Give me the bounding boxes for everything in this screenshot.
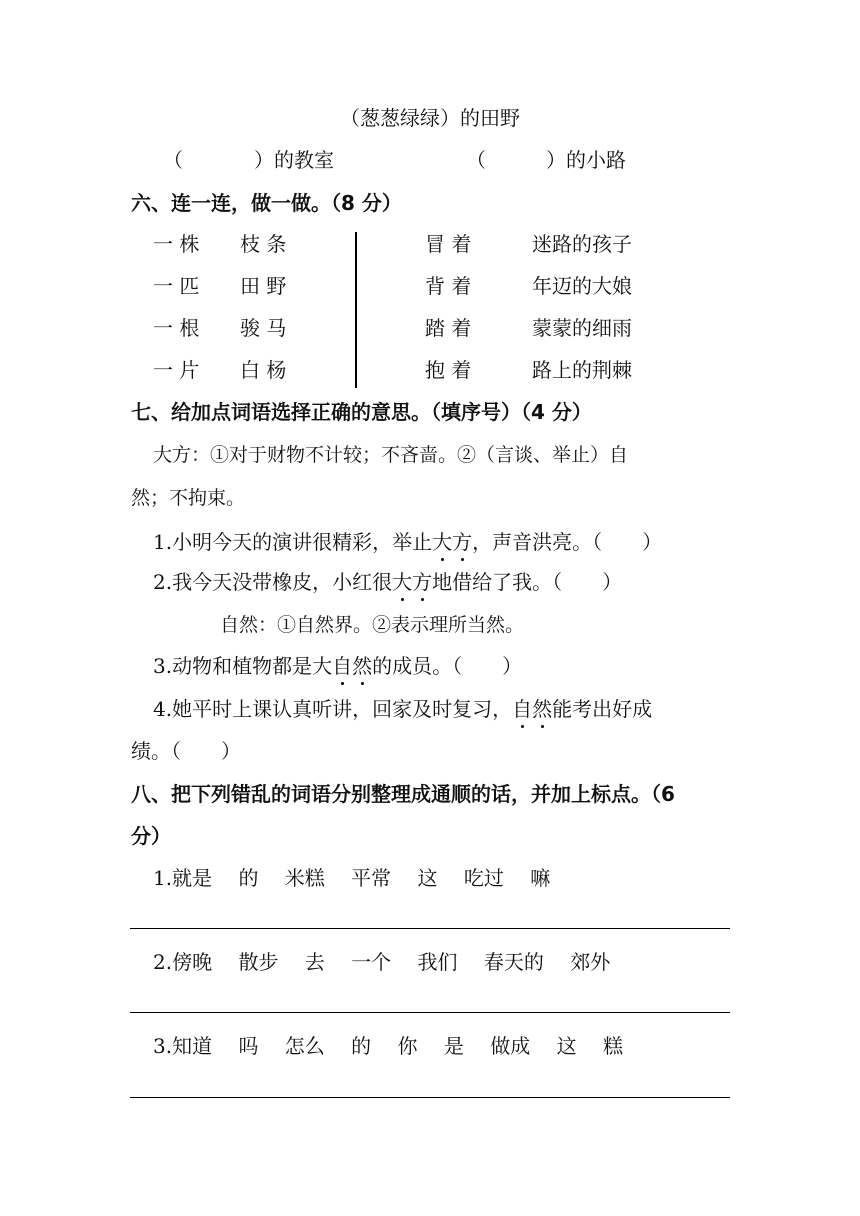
match-right-1b: 迷路的孩子 — [532, 232, 632, 256]
section8-title-line2: 分） — [131, 824, 171, 848]
question7-2: 2.我今天没带橡皮，小红很大方地借给了我。（ ） — [153, 570, 623, 594]
dotted-char: 方 — [452, 530, 473, 554]
match-left-4b: 白 杨 — [240, 358, 287, 382]
blank2-close: ）的小路 — [546, 148, 626, 172]
match-right-2a: 背 着 — [425, 274, 472, 298]
match-left-3b: 骏 马 — [240, 316, 287, 340]
question7-3: 3.动物和植物都是大自然的成员。（ ） — [153, 654, 523, 678]
definition-ziran: 自然：①自然界。②表示理所当然。 — [220, 614, 525, 636]
section8-title-line1: 八、把下列错乱的词语分别整理成通顺的话，并加上标点。（6 — [131, 782, 675, 806]
section7-title: 七、给加点词语选择正确的意思。（填序号）（4 分） — [131, 400, 592, 424]
blank1-open: （ — [163, 148, 183, 172]
match-left-2b: 田 野 — [240, 274, 287, 298]
match-right-1a: 冒 着 — [425, 232, 472, 256]
answer-line-3[interactable] — [130, 1097, 730, 1098]
match-right-4b: 路上的荆棘 — [532, 358, 632, 382]
match-right-2b: 年迈的大娘 — [532, 274, 632, 298]
blank2-open: （ — [466, 148, 486, 172]
dotted-char: 大 — [392, 570, 413, 594]
answer-line-1[interactable] — [130, 928, 730, 929]
dotted-char: 然 — [532, 697, 553, 721]
dotted-char: 自 — [512, 697, 533, 721]
question7-4: 4.她平时上课认真听讲，回家及时复习，自然能考出好成 — [153, 697, 653, 721]
definition-dafang-line1: 大方：①对于财物不计较；不吝啬。②（言谈、举止）自 — [153, 444, 629, 466]
question8-2: 2.傍晚 散步 去 一个 我们 春天的 郊外 — [153, 950, 611, 974]
match-left-1b: 枝 条 — [240, 232, 287, 256]
dotted-char: 然 — [352, 654, 373, 678]
match-left-1a: 一 株 — [153, 232, 200, 256]
top-line-1: （葱葱绿绿）的田野 — [340, 106, 520, 130]
question7-1: 1.小明今天的演讲很精彩，举止大方，声音洪亮。（ ） — [153, 530, 663, 554]
match-left-3a: 一 根 — [153, 316, 200, 340]
blank1-close: ）的教室 — [254, 148, 334, 172]
dotted-char: 大 — [432, 530, 453, 554]
question8-1: 1.就是 的 米糕 平常 这 吃过 嘛 — [153, 866, 551, 890]
match-divider — [355, 232, 357, 388]
match-right-4a: 抱 着 — [425, 358, 472, 382]
section6-title: 六、连一连，做一做。（8 分） — [131, 191, 402, 215]
answer-line-2[interactable] — [130, 1012, 730, 1013]
dotted-char: 自 — [332, 654, 353, 678]
question8-3: 3.知道 吗 怎么 的 你 是 做成 这 糕 — [153, 1034, 623, 1058]
question7-4-line2: 绩。（ ） — [131, 739, 241, 763]
match-left-2a: 一 匹 — [153, 274, 200, 298]
match-right-3b: 蒙蒙的细雨 — [532, 316, 632, 340]
dotted-char: 方 — [412, 570, 433, 594]
definition-dafang-line2: 然；不拘束。 — [131, 487, 246, 509]
match-right-3a: 踏 着 — [425, 316, 472, 340]
match-left-4a: 一 片 — [153, 358, 200, 382]
